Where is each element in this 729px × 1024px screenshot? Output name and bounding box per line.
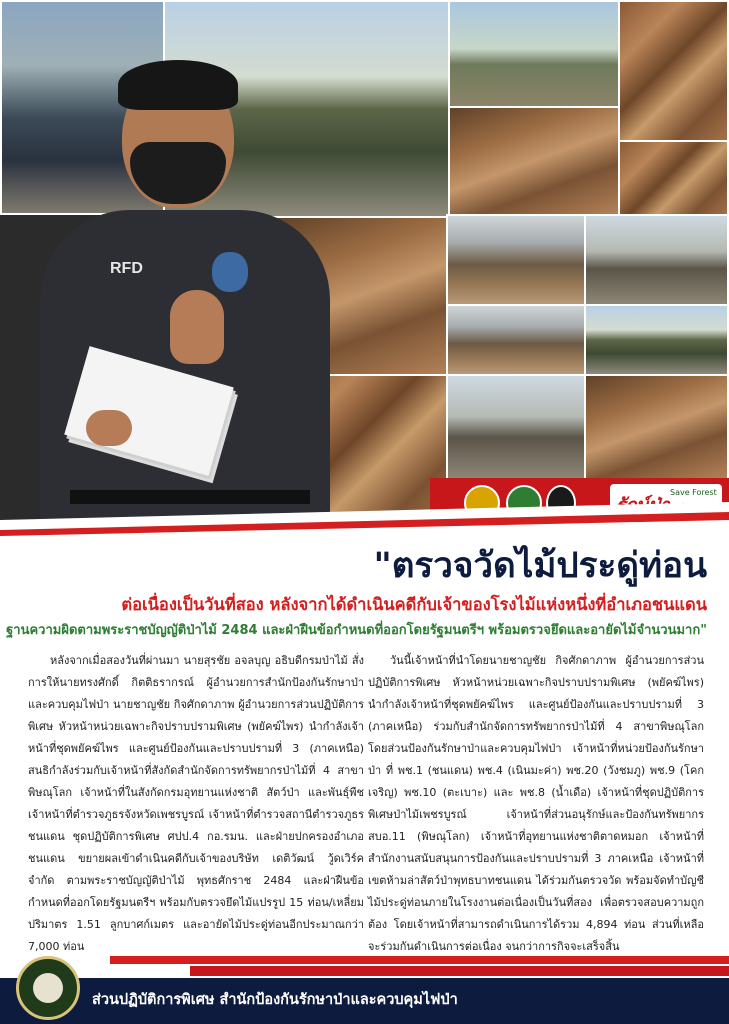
headline-title: "ตรวจวัดไม้ประดู่ท่อน: [373, 546, 707, 586]
holding-hand: [86, 410, 132, 446]
brand-small-text: Save Forest: [670, 488, 717, 497]
photo-officers-documents: [448, 0, 620, 108]
official-hair: [118, 60, 238, 110]
jacket-badge-text: RFD: [110, 260, 143, 277]
jacket-emblem-icon: [212, 252, 248, 292]
photo-timber-warehouse: [446, 214, 586, 306]
photo-officials-at-site: [446, 304, 586, 376]
photo-yard-inspection: [584, 214, 729, 306]
footer-red-band: [110, 956, 729, 964]
photo-log-stack: [618, 140, 729, 218]
photo-measuring-logs: [448, 106, 620, 216]
article-body-left: หลังจากเมื่อสองวันที่ผ่านมา นายสุรชัย อจลบุญ อธิบดีกรมป่าไม้ สั่งการให้นายทรงศักดิ์ กิตติธรากรณ์ ผู้อำนวยการสำนักป้องกันรักษาป่าและควบคุมไฟป่า นายชาญชัย กิจศักดาภาพ ผู้อำนวยการส่วนปฏิบัติการพิเศษ หัวหน้าหน่วยเฉพาะกิจปราบปรามพิเศษ (พยัคฆ์ไพร) นำกำลังเจ้าหน้าที่ชุดพยัคฆ์ไพร และศูนย์ป้องกันและปราบปรามที่ 3 (ภาคเหนือ) สนธิกำลังร่วมกับเจ้าหน้าที่สังกัดสำนักจัดการทรัพยากรป่าไม้ที่ 4 สาขาพิษณุโลก เจ้าหน้าที่ในสังกัดกรมอุทยานแห่งชาติ สัตว์ป่า และพันธุ์พืช เจ้าหน้าที่ตำรวจภูธรจังหวัดเพชรบูรณ์ เจ้าหน้าที่ตำรวจสถานีตำรวจภูธรชนแดน ชุดปฏิบัติการพิเศษ ศปป.4 กอ.รมน. และฝ่ายปกครองอำเภอชนแดน ขยายผลเข้าดำเนินคดีกับเจ้าของบริษัท เดติวัฒน์ วู้ดเวิร์ค จำกัด ตามพระราชบัญญัติป่าไม้ พุทธศักราช 2484 และฝ่าฝืนข้อกำหนดที่ออกโดยรัฐมนตรีฯ พร้อมกับตรวจยึดไม้แปรรูป 15 ท่อน/เหลี่ยม ปริมาตร 1.51 ลูกบาศก์เมตร และอายัดไม้ประดู่ท่อนอีกประมาณกว่า 7,000 ท่อน: [28, 654, 364, 953]
photo-team-briefing: [584, 304, 729, 376]
headline-subtitle-green: ฐานความผิดตามพระราชบัญญัติป่าไม้ 2484 และฝ่าฝืนข้อกำหนดที่ออกโดยรัฐมนตรีฯ พร้อมตรวจยึดและอายัดไม้จำนวนมาก": [6, 623, 707, 638]
photo-counting-logs: [584, 374, 729, 480]
photo-officers-walking: [446, 374, 586, 480]
footer-organization: ส่วนปฏิบัติการพิเศษ สำนักป้องกันรักษาป่าและควบคุมไฟป่า: [92, 992, 458, 1008]
speaking-official-photo: [30, 60, 330, 530]
photo-log-piles-officers: [618, 0, 729, 142]
headline-subtitle-red: ต่อเนื่องเป็นวันที่สอง หลังจากได้ดำเนินคดีกับเจ้าของโรงไม้แห่งหนึ่งที่อำเภอชนแดน: [121, 595, 707, 614]
header-swoosh-decoration: [0, 500, 729, 544]
raised-hand: [170, 290, 224, 364]
tiger-unit-emblem-icon: [16, 956, 80, 1020]
footer-stripe: [190, 966, 729, 976]
tiger-face-icon: [33, 973, 63, 1003]
article-body-right: วันนี้เจ้าหน้าที่นำโดยนายชาญชัย กิจศักดาภาพ ผู้อำนวยการส่วนปฏิบัติการพิเศษ หัวหน้าหน่วยเฉพาะกิจปราบปรามพิเศษ (พยัคฆ์ไพร) นำกำลังเจ้าหน้าที่ชุดพยัคฆ์ไพร และศูนย์ป้องกันและปราบปรามที่ 3 (ภาคเหนือ) ร่วมกับสำนักจัดการทรัพยากรป่าไม้ที่ 4 สาขาพิษณุโลก โดยส่วนป้องกันรักษาป่าและควบคุมไฟป่า เจ้าหน้าที่หน่วยป้องกันรักษาป่า ที่ พช.1 (ชนแดน) พช.4 (เนินมะค่า) พช.20 (วังชมภู) พช.9 (โคกเจริญ) พช.10 (ตะเบาะ) และ พช.8 (น้ำเดือ) เจ้าหน้าที่ชุดปฏิบัติการพิเศษป่าไม้เพชรบูรณ์ เจ้าหน้าที่ส่วนอนุรักษ์และป้องกันทรัพยากร สบอ.11 (พิษณุโลก) เจ้าหน้าที่อุทยานแห่งชาติตาดหมอก เจ้าหน้าที่สำนักงานสนับสนุนการป้องกันและปราบปรามที่ 3 ภาคเหนือ เจ้าหน้าที่เขตห้ามล่าสัตว์ป่าพุทธบาทชนแดน ได้ร่วมกันตรวจวัด พร้อมจัดทำบัญชีไม้ประดู่ท่อนภายในโรงงานต่อเนื่องเป็นวันที่สอง เพื่อตรวจสอบความถูกต้อง โดยเจ้าหน้าที่สามารถดำเนินการได้รวม 4,894 ท่อน ส่วนที่เหลือจะร่วมกันดำเนินการต่อเนื่อง จนกว่าการกิจจะเสร็จสิ้น: [368, 654, 704, 953]
